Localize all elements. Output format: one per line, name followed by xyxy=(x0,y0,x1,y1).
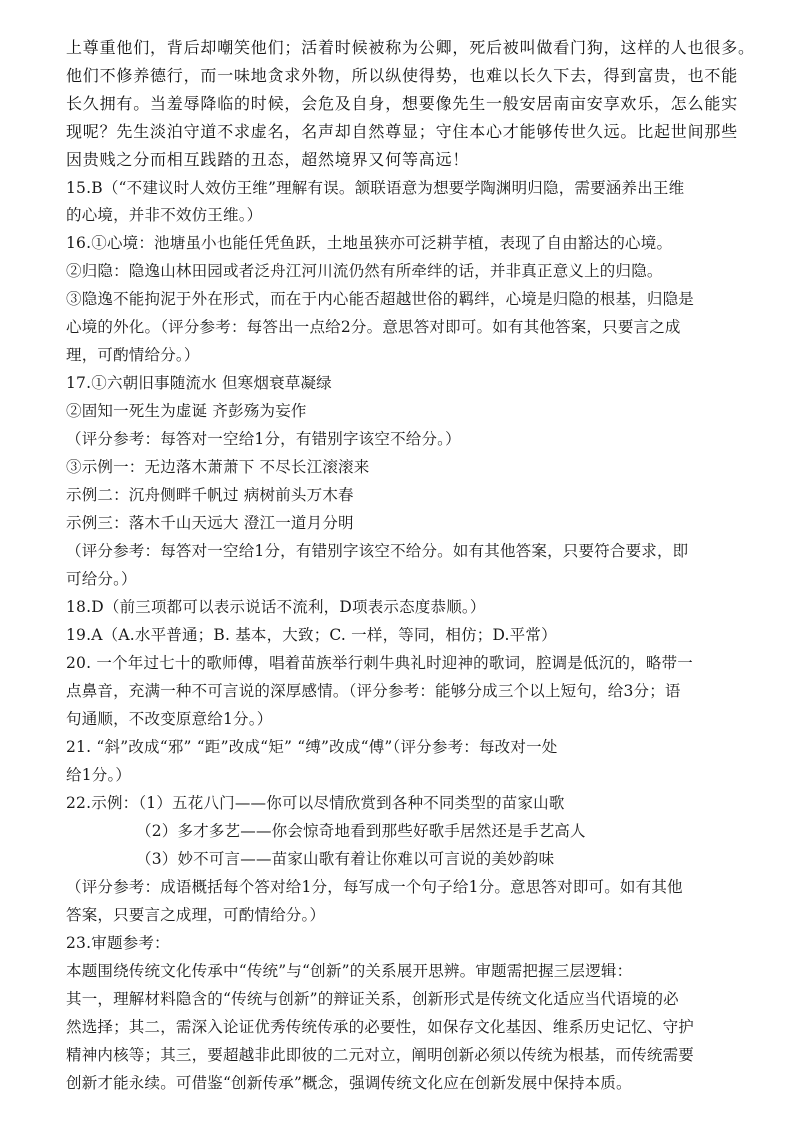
scoring-note: （评分参考：成语概括每个答对给1分，每写成一个句子给1分。意思答对即可。如有其他 xyxy=(66,878,683,896)
answer-21-line: 21. “斜”改成“邪” “距”改成“矩” “缚”改成“傅”（评分参考：每改对一处 xyxy=(66,738,558,756)
answer-19-line: 19.A（A.水平普通；B. 基本，大致；C. 一样，等同，相仿；D.平常） xyxy=(66,626,557,644)
answer-20-line: 句通顺，不改变原意给1分。） xyxy=(66,710,273,728)
answer-16-line: 心境的外化。（评分参考：每答出一点给2分。意思答对即可。如有其他答案，只要言之成 xyxy=(66,318,681,336)
scoring-note: 答案，只要言之成理，可酌情给分。） xyxy=(66,906,326,924)
answer-16-line: 理，可酌情给分。） xyxy=(66,346,200,364)
answer-21-line: 给1分。） xyxy=(66,766,132,784)
answer-22-line: （2）多才多艺——你会惊奇地看到那些好歌手居然还是手艺高人 xyxy=(136,822,586,840)
answer-18-line: 18.D（前三项都可以表示说话不流利，D项表示态度恭顺。） xyxy=(66,598,486,616)
answer-23-line: 精神内核等；其三，要超越非此即彼的二元对立，阐明创新必须以传统为根基，而传统需要 xyxy=(66,1046,695,1064)
answer-23-line: 创新才能永续。可借鉴“创新传承”概念，强调传统文化应在创新发展中保持本质。 xyxy=(66,1074,632,1092)
answer-23-heading: 23.审题参考： xyxy=(66,934,170,952)
answer-16-line: 16.①心境：池塘虽小也能任凭鱼跃，土地虽狭亦可泛耕芋植，表现了自由豁达的心境。 xyxy=(66,234,673,252)
text-line: 因贵贱之分而相互践踏的丑态，超然境界又何等高远！ xyxy=(66,150,470,169)
answer-16-line: ②归隐：隐逸山林田园或者泛舟江河川流仍然有所牵绊的话，并非真正意义上的归隐。 xyxy=(66,262,663,280)
answer-17-line: 示例三：落木千山天远大 澄江一道月分明 xyxy=(66,514,354,532)
answer-15-line: 的心境，并非不效仿王维。） xyxy=(66,206,263,224)
scoring-note: （评分参考：每答对一空给1分，有错别字该空不给分。） xyxy=(66,430,461,448)
answer-17-line: ③示例一：无边落木萧萧下 不尽长江滚滚来 xyxy=(66,458,370,476)
answer-17-line: 17.①六朝旧事随流水 但寒烟衰草凝绿 xyxy=(66,374,332,392)
answer-17-line: 示例二：沉舟侧畔千帆过 病树前头万木春 xyxy=(66,486,354,504)
answer-20-line: 20. 一个年过七十的歌师傅，唱着苗族举行刺牛典礼时迎神的歌词，腔调是低沉的，略带一 xyxy=(66,654,693,672)
answer-23-line: 其一，理解材料隐含的“传统与创新”的辩证关系，创新形式是传统文化适应当代语境的必 xyxy=(66,990,679,1008)
text-line: 他们不修养德行，而一味地贪求外物，所以纵使得势，也难以长久下去，得到富贵，也不能 xyxy=(66,66,739,85)
answer-20-line: 点鼻音，充满一种不可言说的深厚感情。（评分参考：能够分成三个以上短句，给3分；语 xyxy=(66,682,681,700)
scoring-note: （评分参考：每答对一空给1分，有错别字该空不给分。如有其他答案，只要符合要求，即 xyxy=(66,542,689,560)
text-line: 长久拥有。当羞辱降临的时候，会危及自身，想要像先生一般安居南亩安享欢乐，怎么能实 xyxy=(66,94,739,113)
answer-23-line: 然选择；其二，需深入论证优秀传统传承的必要性，如保存文化基因、维系历史记忆、守护 xyxy=(66,1018,695,1036)
answer-17-line: ②固知一死生为虚诞 齐彭殇为妄作 xyxy=(66,402,307,420)
text-line: 现呢？先生淡泊守道不求虚名，名声却自然尊显；守住本心才能够传世久远。比起世间那些 xyxy=(66,122,739,141)
answer-22-line: 22.示例：（1）五花八门——你可以尽情欣赏到各种不同类型的苗家山歌 xyxy=(66,794,565,812)
text-line: 上尊重他们，背后却嘲笑他们；活着时候被称为公卿，死后被叫做看门狗，这样的人也很多。 xyxy=(66,38,755,57)
scoring-note: 可给分。） xyxy=(66,570,137,588)
answer-15-line: 15.B（“不建议时人效仿王维”理解有误。颔联语意为想要学陶渊明归隐，需要涵养出王维 xyxy=(66,179,685,197)
answer-22-line: （3）妙不可言——苗家山歌有着让你难以可言说的美妙韵味 xyxy=(136,850,555,868)
answer-23-line: 本题围绕传统文化传承中“传统”与“创新”的关系展开思辨。审题需把握三层逻辑： xyxy=(66,962,633,980)
answer-16-line: ③隐逸不能拘泥于外在形式，而在于内心能否超越世俗的羁绊，心境是归隐的根基，归隐是 xyxy=(66,290,695,308)
